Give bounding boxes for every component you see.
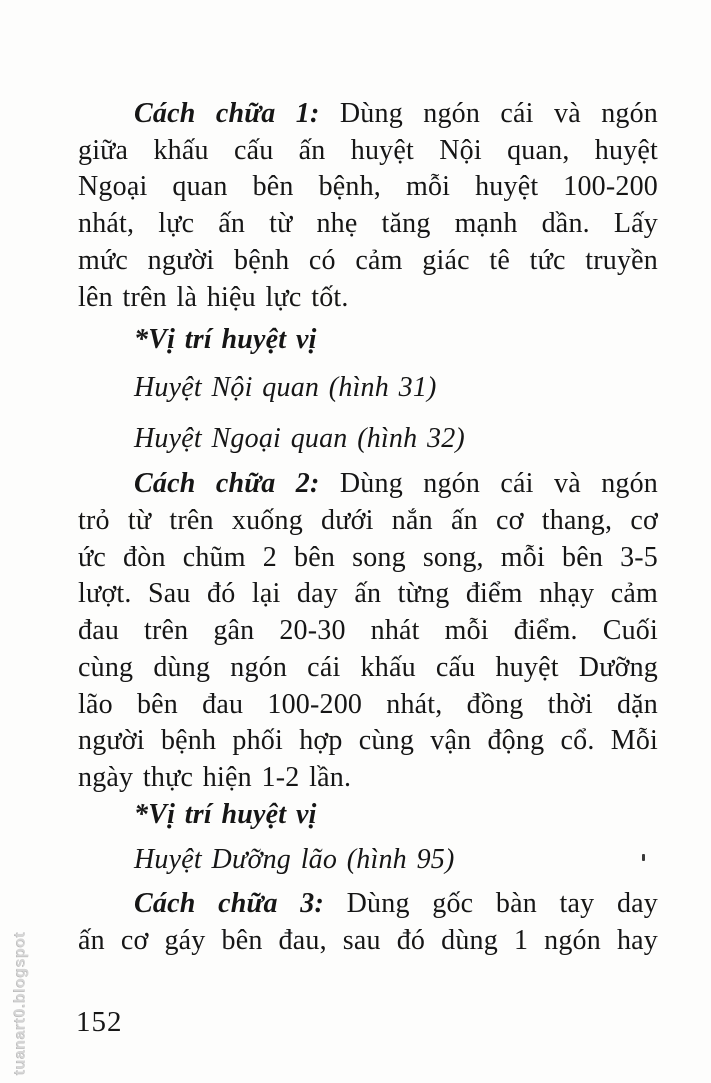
text-line: lão bên đau 100-200 nhát, đồng thời dặn [78, 688, 658, 720]
paragraph-lead: Cách chữa 3: [134, 888, 325, 920]
section-heading: *Vị trí huyệt vị [134, 798, 317, 830]
page-content [78, 96, 658, 959]
text-line: người bệnh phối hợp cùng vận động cổ. Mỗi [78, 725, 658, 757]
text-line: giữa khấu cấu ấn huyệt Nội quan, huyệt [78, 134, 658, 166]
text-line: lượt. Sau đó lại day ấn từng điểm nhạy cảm [78, 578, 658, 610]
paragraph-lead: Cách chữa 2: [134, 468, 320, 500]
paragraph-method-2 [78, 466, 658, 796]
paragraph-lead: Cách chữa 1: [134, 98, 320, 129]
text-line: lên trên là hiệu lực tốt. [78, 281, 349, 313]
acupoint-reference: Huyệt Nội quan (hình 31) [134, 371, 437, 403]
line-text: Dùng gốc bàn tay day [346, 888, 659, 920]
text-line: ức đòn chũm 2 bên song song, mỗi bên 3-5 [78, 541, 658, 573]
scan-speck [642, 854, 645, 861]
line-text: Dùng ngón cái và ngón [339, 468, 659, 500]
text-line: đau trên gân 20-30 nhát mỗi điểm. Cuối [78, 615, 658, 647]
paragraph-method-1 [78, 96, 658, 316]
text-line: trỏ từ trên xuống dưới nắn ấn cơ thang, cơ [78, 505, 658, 537]
text-line [78, 886, 658, 923]
text-line: mức người bệnh có cảm giác tê tức truyền [78, 244, 658, 276]
acupoint-reference: Huyệt Dưỡng lão (hình 95) [134, 844, 455, 876]
text-line: Ngoại quan bên bệnh, mỗi huyệt 100-200 [78, 171, 658, 203]
acupoint-reference: Huyệt Ngoại quan (hình 32) [134, 422, 465, 454]
page-number: 152 [76, 1006, 123, 1038]
line-text: Dùng ngón cái và ngón [339, 98, 659, 129]
text-line [78, 466, 658, 503]
text-line: cùng dùng ngón cái khấu cấu huyệt Dưỡng [78, 651, 658, 683]
text-line: ngày thực hiện 1-2 lần. [78, 761, 352, 793]
text-line: ấn cơ gáy bên đau, sau đó dùng 1 ngón hay [78, 924, 658, 956]
section-heading: *Vị trí huyệt vị [134, 324, 317, 356]
watermark-text: tuanart0.blogspot [12, 931, 29, 1075]
text-line: nhát, lực ấn từ nhẹ tăng mạnh dần. Lấy [78, 208, 658, 240]
text-line [78, 96, 658, 133]
paragraph-method-3 [78, 886, 658, 959]
